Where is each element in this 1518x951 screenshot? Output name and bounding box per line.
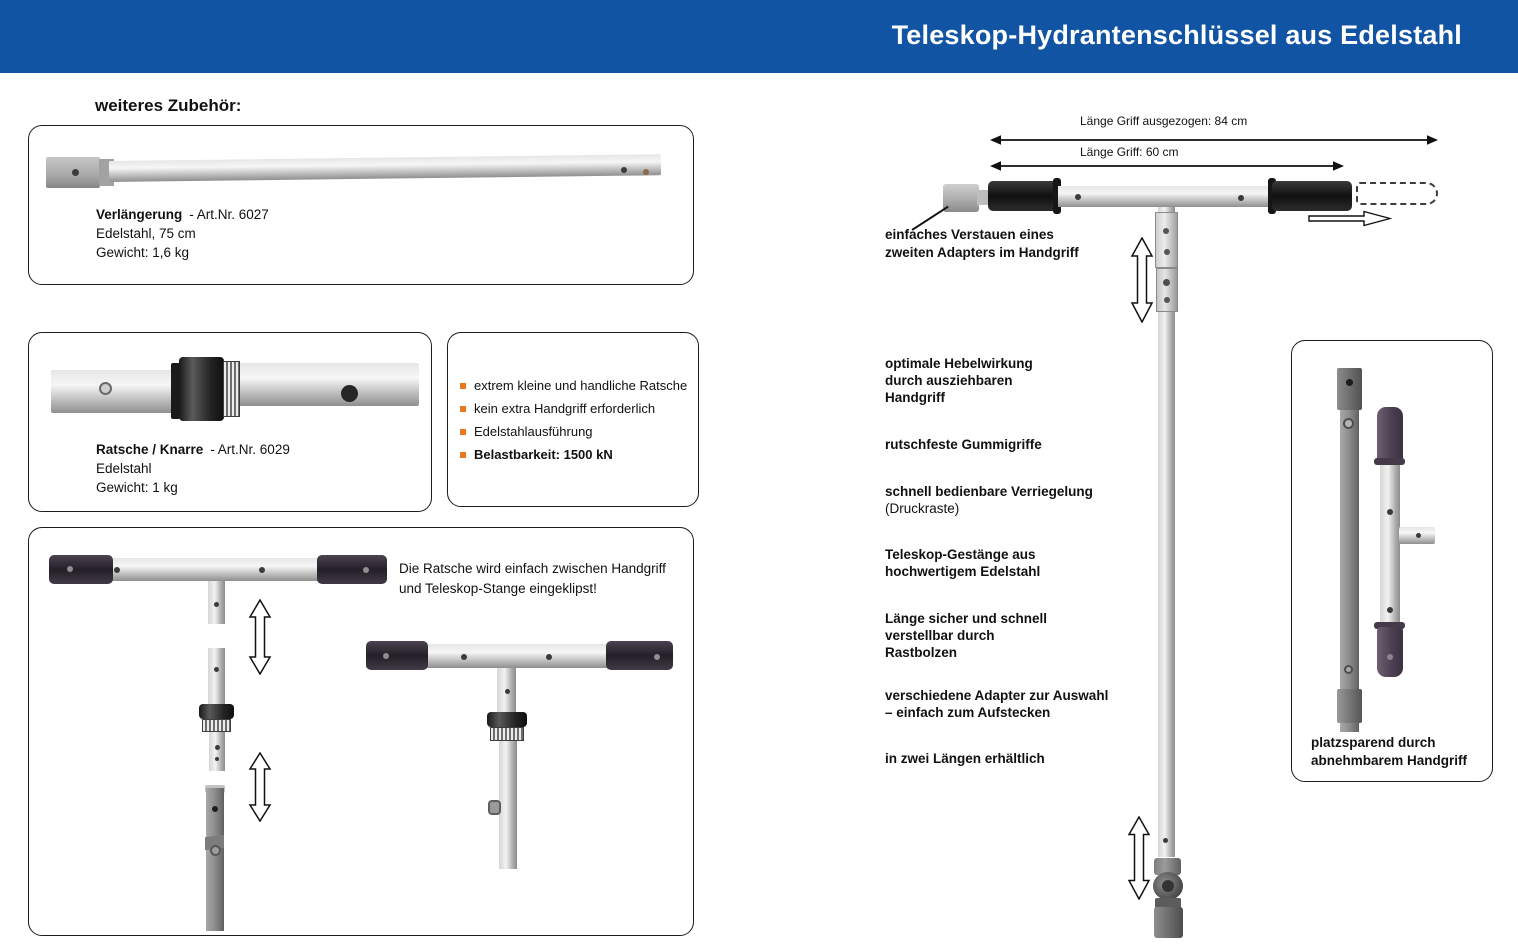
mid-shaft-bottom (209, 732, 225, 771)
feature-item (885, 750, 1045, 767)
shaft-hole (212, 806, 218, 812)
feature-line: schnell bedienbare Verriegelung (885, 484, 1093, 499)
double-arrow-icon (1127, 816, 1151, 900)
bar-hole (1238, 195, 1244, 201)
compact-shaft (1340, 410, 1359, 732)
callout-text (885, 226, 1079, 261)
compact-shaft-foot (1337, 689, 1362, 723)
art-number: - Art.Nr. 6029 (210, 442, 290, 457)
bullet-panel (447, 332, 699, 507)
extended-grip-outline (1356, 182, 1438, 205)
grip-dot (654, 654, 660, 660)
dimension-label-normal: Länge Griff: 60 cm (1080, 145, 1179, 159)
bolt (1344, 665, 1353, 674)
main-grip-right (1272, 181, 1352, 211)
callout-line-1: einfaches Verstauen eines (885, 227, 1054, 242)
bolt (1343, 418, 1354, 429)
ratchet-pin (99, 382, 112, 395)
lock-knob (488, 800, 501, 815)
assembled-ratchet-knurl (490, 727, 524, 741)
double-arrow-icon (248, 599, 272, 675)
double-arrow-icon (248, 752, 272, 822)
stub-hole (1416, 533, 1421, 538)
mid-shaft-top (208, 648, 225, 705)
clamp-screw (1164, 297, 1170, 303)
compact-caption-line: platzsparend durch (1311, 735, 1436, 750)
compact-shaft-head (1337, 368, 1362, 410)
bullet-square-icon (460, 383, 466, 389)
socket-hole (72, 169, 79, 176)
feature-item (885, 436, 1042, 453)
bullet-item (460, 423, 687, 441)
assembled-shaft (499, 741, 517, 869)
grip-dot (383, 653, 389, 659)
bullet-text: extrem kleine und handliche Ratsche (474, 378, 688, 393)
feature-line: verschiedene Adapter zur Auswahl (885, 688, 1109, 703)
compact-caption (1311, 734, 1467, 769)
bullet-item (460, 446, 687, 464)
feature-item (885, 546, 1040, 580)
callout-line-2: zweiten Adapters im Handgriff (885, 244, 1079, 260)
feature-line: optimale Hebelwirkung (885, 356, 1033, 371)
feature-line: Rastbolzen (885, 645, 958, 660)
bullet-square-icon (460, 452, 466, 458)
clamp-screw (1163, 228, 1169, 234)
bullet-item (460, 377, 687, 395)
grip-flange (1374, 458, 1405, 465)
shaft-hole (215, 757, 219, 761)
ratchet-head (179, 357, 224, 421)
spec-line: Edelstahl (96, 461, 152, 476)
feature-line: durch ausziehbaren (885, 373, 1013, 388)
feature-line: in zwei Längen erhältlich (885, 751, 1045, 766)
feature-line: rutschfeste Gummigriffe (885, 437, 1042, 452)
head-hole (1346, 379, 1353, 386)
bar-hole (1075, 194, 1081, 200)
stub-hole (214, 602, 219, 607)
shaft-hole (1163, 838, 1168, 843)
spec-line: Gewicht: 1 kg (96, 480, 178, 495)
bullet-text: Edelstahlausführung (474, 424, 593, 439)
ratchet-bar-right (235, 363, 419, 406)
shaft-hole (215, 745, 220, 750)
compact-grip-top (1377, 407, 1403, 462)
compact-grip-bottom (1377, 627, 1403, 677)
adapter-in-handle (943, 184, 979, 212)
extend-arrow-icon (1308, 210, 1392, 227)
grip-dot (363, 567, 369, 573)
feature-item (885, 687, 1108, 721)
art-number: - Art.Nr. 6027 (189, 207, 269, 222)
feature-line: Länge sicher und schnell (885, 611, 1048, 626)
clamp-screw (1163, 279, 1170, 286)
bullet-item (460, 400, 687, 418)
bar-hole (114, 567, 120, 573)
bullet-square-icon (460, 406, 466, 412)
mid-ratchet-head (199, 704, 234, 719)
bullet-square-icon (460, 429, 466, 435)
compact-handle-shaft (1380, 465, 1400, 625)
extension-panel (28, 125, 694, 285)
dimension-arrow-extended-icon (990, 133, 1438, 147)
feature-line: Handgriff (885, 390, 945, 405)
bullet-text: Belastbarkeit: 1500 kN (474, 447, 613, 462)
header-bar (0, 0, 1518, 73)
page-title: Teleskop-Hydrantenschlüssel aus Edelstahl (891, 20, 1462, 50)
bullet-text: kein extra Handgriff erforderlich (474, 401, 656, 416)
clip-panel (28, 527, 694, 936)
t-handle-grip-right (317, 555, 387, 584)
feature-item (885, 483, 1093, 517)
clip-note-line: und Teleskop-Stange eingeklipst! (399, 580, 597, 596)
assembled-grip-left (366, 641, 428, 670)
feature-item (885, 355, 1033, 406)
extension-bar (109, 154, 661, 182)
square-hole (341, 385, 358, 402)
shaft-hole (1387, 607, 1393, 613)
feature-line: (Druckraste) (885, 501, 960, 516)
section-heading: weiteres Zubehör: (95, 96, 242, 115)
shaft-clamp-upper (1155, 212, 1178, 268)
spec-line: Gewicht: 1,6 kg (96, 245, 190, 260)
mid-ratchet-knurl (202, 719, 231, 732)
stub-hole (505, 689, 510, 694)
ratchet-knurl-ring (223, 361, 240, 417)
spec-line: Edelstahl, 75 cm (96, 226, 196, 241)
bolt (210, 845, 221, 856)
clamp-screw (1164, 249, 1170, 255)
compact-caption-line: abnehmbarem Handgriff (1311, 752, 1468, 768)
dimension-label-extended: Länge Griff ausgezogen: 84 cm (1080, 114, 1248, 128)
clip-note (399, 559, 666, 598)
assembled-ratchet-head (487, 712, 527, 727)
compact-panel (1291, 340, 1493, 782)
joint-pin (1162, 880, 1174, 892)
double-arrow-icon (1130, 237, 1154, 323)
clip-note-line: Die Ratsche wird einfach zwischen Handgriff (399, 561, 666, 576)
bar-hole (461, 654, 467, 660)
feature-line: verstellbar durch (885, 628, 995, 643)
extension-caption (96, 205, 269, 262)
bullet-list (460, 377, 687, 469)
product-name: Ratsche / Knarre (96, 442, 204, 457)
bar-hole-2 (643, 169, 649, 175)
shaft-hole (214, 667, 219, 672)
main-grip-left (988, 181, 1060, 211)
shaft-clamp-lower (1156, 268, 1178, 312)
bar-hole (546, 654, 552, 660)
bar-hole (259, 567, 265, 573)
ratchet-panel (28, 332, 432, 512)
shaft-hole (1387, 509, 1393, 515)
feature-line: hochwertigem Edelstahl (885, 564, 1041, 579)
grip-dot (1387, 654, 1393, 660)
product-name: Verlängerung (96, 207, 183, 222)
feature-line: – einfach zum Aufstecken (885, 705, 1051, 720)
dimension-arrow-normal-icon (990, 159, 1344, 173)
bottom-adapter (1154, 907, 1183, 938)
ratchet-caption (96, 440, 290, 497)
feature-line: Teleskop-Gestänge aus (885, 547, 1036, 562)
grip-dot (67, 566, 73, 572)
feature-item (885, 610, 1047, 661)
assembled-grip-right (606, 641, 673, 670)
bar-hole-1 (621, 167, 627, 173)
t-handle-grip-left (49, 555, 113, 584)
